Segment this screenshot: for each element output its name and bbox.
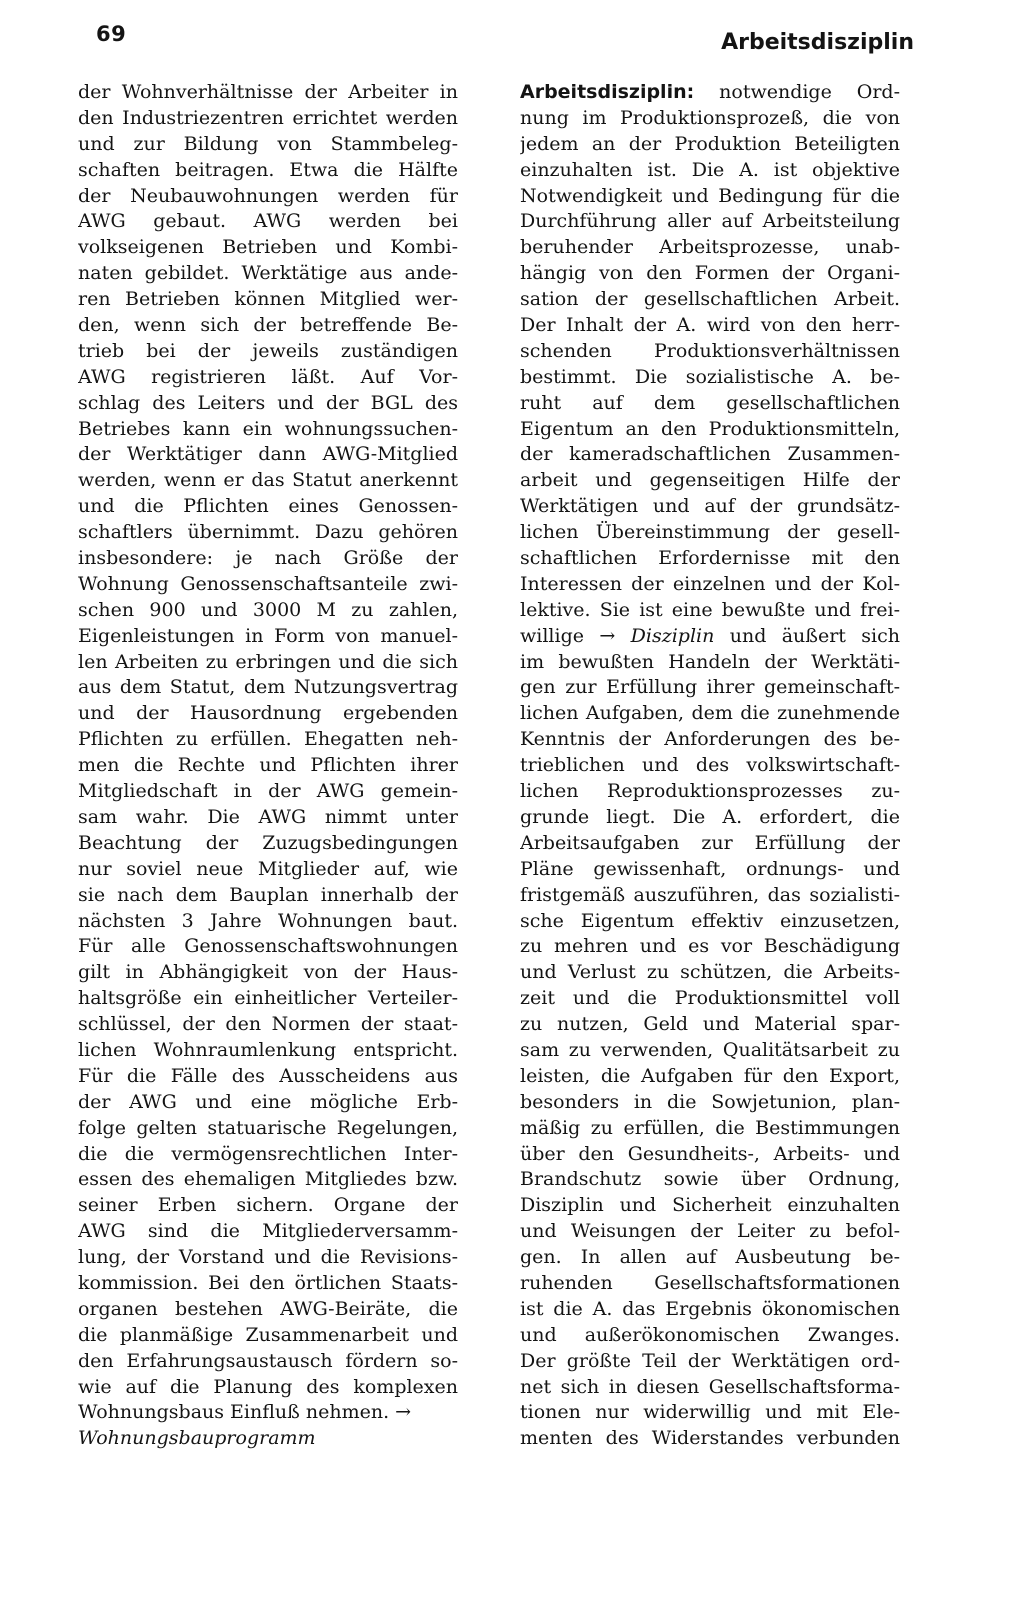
text-line: insbesondere: je nach Größe der [78, 547, 458, 570]
text-line: Brandschutz sowie über Ordnung, [520, 1168, 900, 1191]
text-line: tionen nur widerwillig und mit Ele- [520, 1401, 900, 1424]
text-line: Der größte Teil der Werktätigen ord- [520, 1349, 900, 1372]
text-line: schaften beitragen. Etwa die Hälfte [78, 158, 458, 181]
text-line: naten gebildet. Werktätige aus ande- [78, 262, 458, 285]
text-line: ruhenden Gesellschaftsformationen [520, 1271, 900, 1294]
text-line: haltsgröße ein einheitlicher Verteiler- [78, 987, 458, 1010]
text-line: lektive. Sie ist eine bewußte und frei- [520, 598, 900, 621]
xref-line-prefix: willige → [520, 624, 616, 647]
text-line: menten des Widerstandes verbunden [520, 1427, 900, 1450]
text-line: der Wohnverhältnisse der Arbeiter in [78, 81, 458, 103]
text-line: über den Gesundheits-, Arbeits- und [520, 1142, 900, 1165]
entry-first-line-text: notwendige Ord- [719, 81, 900, 103]
text-line: schlüssel, der den Normen der staat- [78, 1013, 458, 1036]
text-line: und außerökonomischen Zwanges. [520, 1323, 900, 1346]
entry-body-part-1 [520, 106, 900, 624]
text-line: und zur Bildung von Stammbeleg- [78, 132, 458, 155]
text-line: im bewußten Handeln der Werktäti- [520, 650, 900, 673]
text-line: der Neubauwohnungen werden für [78, 184, 458, 207]
text-line: gen. In allen auf Ausbeutung be- [520, 1246, 900, 1269]
entry-body-part-2 [520, 650, 900, 1453]
text-line: bestimmt. Die sozialistische A. be- [520, 365, 900, 388]
text-line: schaftlers übernimmt. Dazu gehören [78, 521, 458, 544]
text-line: fristgemäß auszuführen, das sozialisti- [520, 883, 900, 906]
text-line: einzuhalten ist. Die A. ist objektive [520, 158, 900, 181]
text-line: wie auf die Planung des komplexen [78, 1375, 458, 1398]
text-line: volkseigenen Betrieben und Kombi- [78, 236, 458, 259]
text-line: nung im Produktionsprozeß, die von [520, 106, 900, 129]
text-line: Disziplin und Sicherheit einzuhalten [520, 1194, 900, 1217]
text-line: zu mehren und es vor Beschädigung [520, 935, 900, 958]
text-line: AWG sind die Mitgliederversamm- [78, 1220, 458, 1243]
text-line: ruht auf dem gesellschaftlichen [520, 391, 900, 414]
text-line: schen 900 und 3000 M zu zahlen, [78, 598, 458, 621]
text-line: Interessen der einzelnen und der Kol- [520, 572, 900, 595]
text-line: gilt in Abhängigkeit von der Haus- [78, 961, 458, 984]
text-line: jedem an der Produktion Beteiligten [520, 132, 900, 155]
xref-wohnungsbauprogramm[interactable]: Wohnungsbauprogramm [78, 1427, 316, 1450]
text-line: len Arbeiten zu erbringen und die sich [78, 650, 458, 673]
running-head: Arbeitsdisziplin [721, 30, 914, 55]
text-line: aus dem Statut, dem Nutzungsvertrag [78, 676, 458, 699]
text-line: Durchführung aller auf Arbeitsteilung [520, 210, 900, 233]
text-line: schenden Produktionsverhältnissen [520, 339, 900, 362]
text-line: zeit und die Produktionsmittel voll [520, 987, 900, 1010]
text-line: nur soviel neue Mitglieder auf, wie [78, 857, 458, 880]
left-column [78, 80, 458, 1452]
text-line: ist die A. das Ergebnis ökonomischen [520, 1297, 900, 1320]
text-line: grunde liegt. Die A. erfordert, die [520, 805, 900, 828]
xref-line-suffix: und äußert sich [729, 624, 900, 647]
text-line: folge gelten statuarische Regelungen, [78, 1116, 458, 1139]
text-line: organen bestehen AWG-Beiräte, die [78, 1297, 458, 1320]
text-line: werden, wenn er das Statut anerkennt [78, 469, 458, 492]
text-line: Eigentum an den Produktionsmitteln, [520, 417, 900, 440]
text-line: sam wahr. Die AWG nimmt unter [78, 805, 458, 828]
text-line: Wohnung Genossenschaftsanteile zwi- [78, 572, 458, 595]
text-line: ren Betrieben können Mitglied wer- [78, 288, 458, 311]
text-line: gen zur Erfüllung ihrer gemeinschaft- [520, 676, 900, 699]
text-line: net sich in diesen Gesellschaftsforma- [520, 1375, 900, 1398]
text-line: AWG gebaut. AWG werden bei [78, 210, 458, 233]
text-line: sam zu verwenden, Qualitätsarbeit zu [520, 1038, 900, 1061]
xref-line [520, 624, 900, 650]
text-line: beruhender Arbeitsprozesse, unab- [520, 236, 900, 259]
text-line: kommission. Bei den örtlichen Staats- [78, 1271, 458, 1294]
text-line: lichen Übereinstimmung der gesell- [520, 521, 900, 544]
text-line: besonders in die Sowjetunion, plan- [520, 1090, 900, 1113]
text-line: der AWG und eine mögliche Erb- [78, 1090, 458, 1113]
text-line: AWG registrieren läßt. Auf Vor- [78, 365, 458, 388]
text-line: lichen Reproduktionsprozesses zu- [520, 780, 900, 803]
text-line: schaftlichen Erfordernisse mit den [520, 547, 900, 570]
text-line: Betriebes kann ein wohnungssuchen- [78, 417, 458, 440]
text-line: lichen Wohnraumlenkung entspricht. [78, 1038, 458, 1061]
page-number: 69 [96, 22, 127, 46]
text-line: zu nutzen, Geld und Material spar- [520, 1013, 900, 1036]
entry-first-line [520, 80, 900, 106]
text-line: Notwendigkeit und Bedingung für die [520, 184, 900, 207]
text-line: arbeit und gegenseitigen Hilfe der [520, 469, 900, 492]
text-line: seiner Erben sichern. Organe der [78, 1194, 458, 1217]
text-line: Kenntnis der Anforderungen des be- [520, 728, 900, 751]
text-line: sche Eigentum effektiv einzusetzen, [520, 909, 900, 932]
text-line: lichen Aufgaben, dem die zunehmende [520, 702, 900, 725]
text-line: und die Pflichten eines Genossen- [78, 495, 458, 518]
text-line: Für alle Genossenschaftswohnungen [78, 935, 458, 958]
text-line: und Verlust zu schützen, die Arbeits- [520, 961, 900, 984]
text-line: Mitgliedschaft in der AWG gemein- [78, 780, 458, 803]
entry-headword: Arbeitsdisziplin: [520, 81, 695, 103]
text-line: trieb bei der jeweils zuständigen [78, 339, 458, 362]
text-line: sation der gesellschaftlichen Arbeit. [520, 288, 900, 311]
text-line: nächsten 3 Jahre Wohnungen baut. [78, 909, 458, 932]
text-line: leisten, die Aufgaben für den Export, [520, 1064, 900, 1087]
text-line: Eigenleistungen in Form von manuel- [78, 624, 458, 647]
text-line: den Erfahrungsaustausch fördern so- [78, 1349, 458, 1372]
text-line: trieblichen und des volkswirtschaft- [520, 754, 900, 777]
text-line: essen des ehemaligen Mitgliedes bzw. [78, 1168, 458, 1191]
text-line: Pflichten zu erfüllen. Ehegatten neh- [78, 728, 458, 751]
xref-disziplin[interactable]: Disziplin [630, 624, 715, 647]
text-line: Der Inhalt der A. wird von den herr- [520, 314, 900, 337]
text-line: sie nach dem Bauplan innerhalb der [78, 883, 458, 906]
text-line: men die Rechte und Pflichten ihrer [78, 754, 458, 777]
right-column [520, 80, 900, 1452]
text-line: der kameradschaftlichen Zusammen- [520, 443, 900, 466]
text-line: und Weisungen der Leiter zu befol- [520, 1220, 900, 1243]
text-line: hängig von den Formen der Organi- [520, 262, 900, 285]
text-line: den Industriezentren errichtet werden [78, 106, 458, 129]
text-line: den, wenn sich der betreffende Be- [78, 314, 458, 337]
text-line: Beachtung der Zuzugsbedingungen [78, 831, 458, 854]
text-line: Wohnungsbaus Einfluß nehmen. → [78, 1401, 412, 1424]
text-line: schlag des Leiters und der BGL des [78, 391, 458, 414]
text-line: mäßig zu erfüllen, die Bestimmungen [520, 1116, 900, 1139]
text-line: Werktätigen und auf der grundsätz- [520, 495, 900, 518]
text-line: Für die Fälle des Ausscheidens aus [78, 1064, 458, 1087]
text-line: der Werktätiger dann AWG-Mitglied [78, 443, 458, 466]
text-line: Arbeitsaufgaben zur Erfüllung der [520, 831, 900, 854]
text-line: und der Hausordnung ergebenden [78, 702, 458, 725]
text-line: die planmäßige Zusammenarbeit und [78, 1323, 458, 1346]
text-line: die die vermögensrechtlichen Inter- [78, 1142, 458, 1165]
text-line: Pläne gewissenhaft, ordnungs- und [520, 857, 900, 880]
text-line: lung, der Vorstand und die Revisions- [78, 1246, 458, 1269]
